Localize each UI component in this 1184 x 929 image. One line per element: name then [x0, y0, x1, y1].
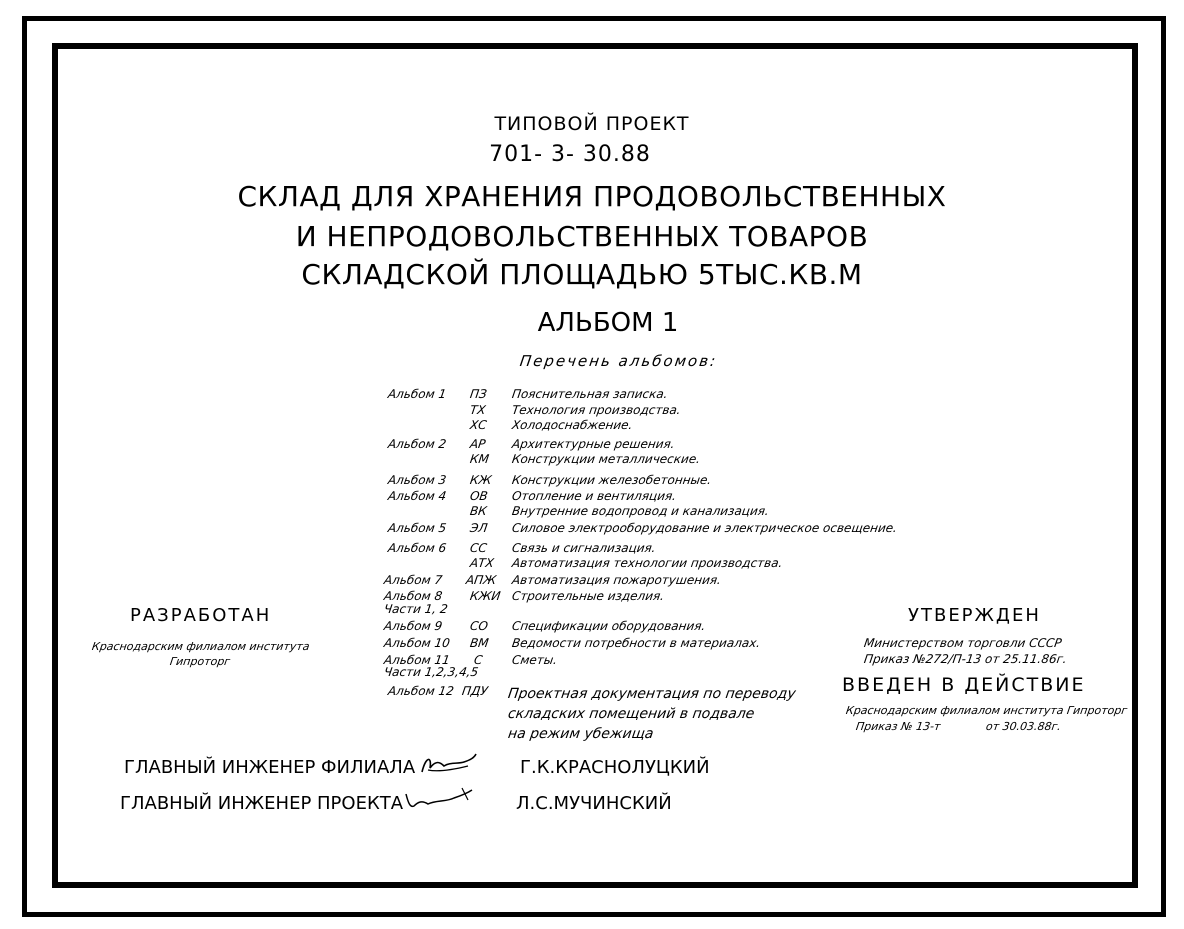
developed-line-1: Краснодарским филиалом института: [91, 640, 311, 653]
list-code: ЭЛ: [469, 521, 489, 535]
albums-list-heading: Перечень альбомов:: [518, 352, 719, 370]
list-album: Альбом 2: [387, 437, 448, 451]
list-desc: Отопление и вентиляция.: [511, 489, 678, 503]
list-album: Альбом 9: [383, 619, 444, 633]
list-album: Части 1,2,3,4,5: [383, 665, 480, 679]
list-code: КЖИ: [469, 589, 502, 603]
approved-label: УТВЕРЖДЕН: [908, 605, 1041, 626]
enacted-order: Приказ № 13-т: [855, 720, 942, 733]
title-line-2: И НЕПРОДОВОЛЬСТВЕННЫХ ТОВАРОВ: [295, 220, 869, 253]
developed-line-2: Гипроторг: [169, 655, 232, 668]
handwritten-signature-1: [418, 750, 480, 780]
list-desc: Силовое электрооборудование и электрическое освещение.: [511, 521, 899, 535]
list-code: АПЖ: [465, 573, 498, 587]
list-desc: Архитектурные решения.: [511, 437, 676, 451]
list-code: СО: [469, 619, 489, 633]
list-desc: Автоматизация пожаротушения.: [511, 573, 722, 587]
list-code: АР: [469, 437, 487, 451]
list-code: ОВ: [469, 489, 489, 503]
list-desc: Строительные изделия.: [511, 589, 666, 603]
title-line-1: СКЛАД ДЛЯ ХРАНЕНИЯ ПРОДОВОЛЬСТВЕННЫХ: [237, 180, 947, 213]
list-desc: Проектная документация по переводу: [506, 686, 797, 702]
project-type: ТИПОВОЙ ПРОЕКТ: [494, 113, 690, 135]
list-desc: складских помещений в подвале: [506, 706, 756, 722]
list-album: Альбом 11: [383, 653, 451, 667]
list-album: Альбом 6: [387, 541, 448, 555]
signature-name-1: Г.К.КРАСНОЛУЦКИЙ: [520, 757, 710, 778]
list-code: КЖ: [469, 473, 493, 487]
list-desc: Холодоснабжение.: [511, 418, 634, 432]
list-desc: Конструкции металлические.: [511, 452, 702, 466]
list-code: СС: [469, 541, 488, 555]
list-code: ПДУ: [461, 684, 489, 698]
list-desc: Конструкции железобетонные.: [511, 473, 713, 487]
list-desc: Пояснительная записка.: [511, 387, 669, 401]
album-title: АЛЬБОМ 1: [537, 308, 679, 338]
list-code: КМ: [469, 452, 490, 466]
handwritten-signature-2: [402, 786, 480, 814]
list-code: ТХ: [469, 403, 487, 417]
list-album: Части 1, 2: [383, 602, 449, 616]
list-code: ВК: [469, 504, 488, 518]
list-desc: Технология производства.: [511, 403, 682, 417]
list-code: ПЗ: [469, 387, 488, 401]
list-code: ВМ: [469, 636, 490, 650]
list-desc: Внутренние водопровод и канализация.: [511, 504, 770, 518]
list-album: Альбом 3: [387, 473, 448, 487]
signature-role-1: ГЛАВНЫЙ ИНЖЕНЕР ФИЛИАЛА: [124, 757, 416, 778]
developed-label: РАЗРАБОТАН: [130, 605, 272, 626]
title-line-3: СКЛАДСКОЙ ПЛОЩАДЬЮ 5ТЫС.КВ.М: [301, 258, 863, 291]
list-code: С: [473, 653, 484, 667]
list-album: Альбом 8: [383, 589, 444, 603]
signature-role-2: ГЛАВНЫЙ ИНЖЕНЕР ПРОЕКТА: [120, 793, 404, 814]
approved-line-2: Приказ №272/П-13 от 25.11.86г.: [863, 652, 1068, 666]
project-code: 701- 3- 30.88: [489, 142, 651, 167]
signature-name-2: Л.С.МУЧИНСКИЙ: [516, 793, 672, 814]
enacted-label: ВВЕДЕН В ДЕЙСТВИЕ: [842, 674, 1086, 696]
list-desc: Ведомости потребности в материалах.: [511, 636, 762, 650]
list-code: АТХ: [469, 556, 495, 570]
list-album: Альбом 10: [383, 636, 451, 650]
list-album: Альбом 4: [387, 489, 448, 503]
enacted-date: от 30.03.88г.: [985, 720, 1062, 733]
list-desc: Сметы.: [511, 653, 559, 667]
list-desc: Автоматизация технологии производства.: [511, 556, 784, 570]
list-desc: Спецификации оборудования.: [511, 619, 707, 633]
list-desc: Связь и сигнализация.: [511, 541, 657, 555]
enacted-line-1: Краснодарским филиалом института Гипроторг: [845, 704, 1129, 717]
list-album: Альбом 12: [387, 684, 455, 698]
list-album: Альбом 5: [387, 521, 448, 535]
list-desc: на режим убежища: [506, 726, 655, 742]
list-album: Альбом 7: [383, 573, 444, 587]
approved-line-1: Министерством торговли СССР: [863, 636, 1063, 650]
list-code: ХС: [469, 418, 488, 432]
list-album: Альбом 1: [387, 387, 448, 401]
